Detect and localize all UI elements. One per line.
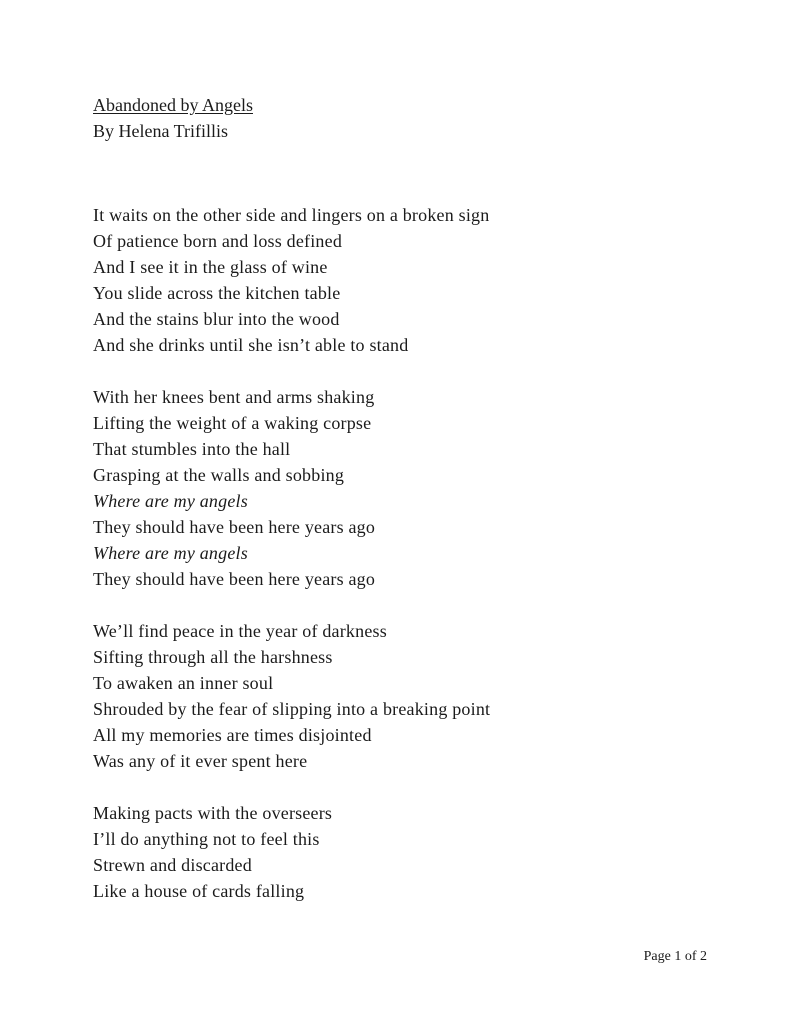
poem-line: Where are my angels: [93, 491, 248, 511]
poem-line: That stumbles into the hall: [93, 439, 291, 459]
poem-line: We’ll find peace in the year of darkness: [93, 621, 387, 641]
poem-line: Making pacts with the overseers: [93, 803, 333, 823]
poem-line: Sifting through all the harshness: [93, 647, 333, 667]
poem-line: They should have been here years ago: [93, 517, 376, 537]
poem-line: Of patience born and loss defined: [93, 231, 343, 251]
poem-line: Like a house of cards falling: [93, 881, 305, 901]
poem-line: Strewn and discarded: [93, 855, 252, 875]
poem-line: Was any of it ever spent here: [93, 751, 308, 771]
stanza: [93, 384, 736, 592]
poem-title: Abandoned by Angels: [93, 95, 253, 115]
stanza: [93, 800, 736, 904]
document-content: [93, 92, 736, 930]
poem-line: Lifting the weight of a waking corpse: [93, 413, 372, 433]
poem-line: I’ll do anything not to feel this: [93, 829, 320, 849]
poem-line: To awaken an inner soul: [93, 673, 274, 693]
poem-body: [93, 202, 736, 904]
poem-line: It waits on the other side and lingers on a broken sign: [93, 205, 490, 225]
poem-line: All my memories are times disjointed: [93, 725, 372, 745]
poem-byline: By Helena Trifillis: [93, 121, 229, 141]
poem-line: Grasping at the walls and sobbing: [93, 465, 345, 485]
poem-line: They should have been here years ago: [93, 569, 376, 589]
stanza: [93, 618, 736, 774]
poem-line: And she drinks until she isn’t able to stand: [93, 335, 409, 355]
page-number: Page 1 of 2: [643, 949, 707, 964]
poem-line: Where are my angels: [93, 543, 248, 563]
poem-line: Shrouded by the fear of slipping into a breaking point: [93, 699, 491, 719]
stanza: [93, 202, 736, 358]
poem-line: And I see it in the glass of wine: [93, 257, 328, 277]
poem-line: And the stains blur into the wood: [93, 309, 340, 329]
poem-line: You slide across the kitchen table: [93, 283, 341, 303]
poem-line: With her knees bent and arms shaking: [93, 387, 375, 407]
